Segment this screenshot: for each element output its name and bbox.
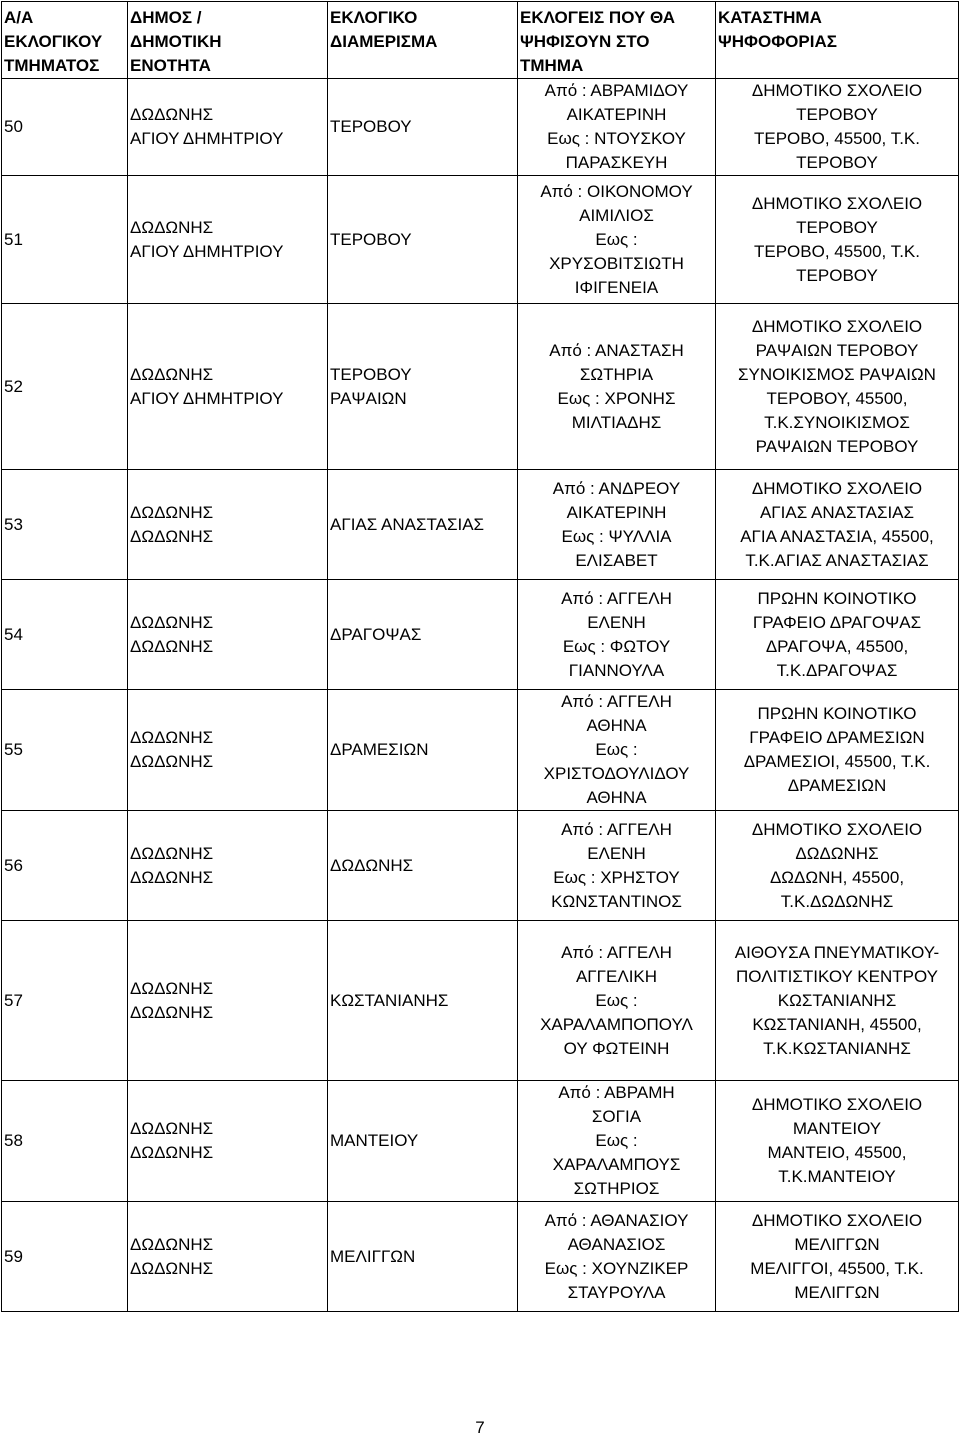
table-row xyxy=(2,690,959,811)
electoral-district-line: ΚΩΣΤΑΝΙΑΝΗΣ xyxy=(330,990,449,1010)
polling-station xyxy=(716,304,959,470)
section-number xyxy=(2,470,128,580)
voter-range-line: ΑΙΚΑΤΕΡΙΝΗ xyxy=(566,105,667,124)
voter-range-line: ΑΓΓΕΛΙΚΗ xyxy=(575,966,658,986)
electoral-district xyxy=(328,470,518,580)
voter-range-line: ΧΡΥΣΟΒΙΤΣΙΩΤΗ xyxy=(549,253,684,273)
voter-range-line: Από : ΑΘΑΝΑΣΙΟΥ xyxy=(544,1210,689,1230)
polling-station xyxy=(716,921,959,1081)
page-number: 7 xyxy=(475,1418,485,1437)
polling-station xyxy=(716,176,959,304)
polling-station-line: ΔΗΜΟΤΙΚΟ ΣΧΟΛΕΙΟ xyxy=(751,1095,923,1114)
polling-station-line: ΤΕΡΟΒΟ, 45500, Τ.Κ. xyxy=(753,241,920,261)
polling-station-line: ΠΟΛΙΤΙΣΤΙΚΟΥ ΚΕΝΤΡΟΥ xyxy=(736,966,938,986)
polling-station xyxy=(716,1081,959,1202)
table-body xyxy=(2,79,959,1312)
electoral-district xyxy=(328,79,518,176)
municipal-unit-line: ΑΓΙΟΥ ΔΗΜΗΤΡΙΟΥ xyxy=(130,388,284,408)
voter-range-line: ΕΛΙΣΑΒΕΤ xyxy=(575,550,658,570)
voter-range-line: Εως : ΦΩΤΟΥ xyxy=(562,636,671,656)
polling-station-line: ΤΕΡΟΒΟΥ, 45500, xyxy=(766,388,908,408)
voter-range-line: Από : ΑΓΓΕΛΗ xyxy=(561,819,672,839)
header-num: Α/Α ΕΚΛΟΓΙΚΟΥ ΤΜΗΜΑΤΟΣ xyxy=(2,2,128,79)
voter-range-line: ΑΘΑΝΑΣΙΟΣ xyxy=(567,1234,666,1254)
voter-range-line: Από : ΑΓΓΕΛΗ xyxy=(561,942,672,962)
polling-station-line: ΤΕΡΟΒΟΥ xyxy=(796,105,878,124)
polling-station-line: ΤΕΡΟΒΟΥ xyxy=(796,153,878,172)
electoral-district-line: ΔΡΑΜΕΣΙΩΝ xyxy=(330,740,429,759)
electoral-district xyxy=(328,176,518,304)
voter-range-line: Από : ΟΙΚΟΝΟΜΟΥ xyxy=(540,181,693,201)
municipal-unit xyxy=(128,79,328,176)
section-number xyxy=(2,580,128,690)
polling-station xyxy=(716,580,959,690)
polling-station-line: ΔΗΜΟΤΙΚΟ ΣΧΟΛΕΙΟ xyxy=(751,81,923,100)
polling-station-line: ΡΑΨΑΙΩΝ ΤΕΡΟΒΟΥ xyxy=(755,340,919,360)
voter-range-line: Εως : ΧΡΗΣΤΟΥ xyxy=(553,867,680,887)
polling-station-line: ΜΕΛΙΓΓΩΝ xyxy=(794,1234,880,1254)
polling-station xyxy=(716,811,959,921)
section-number xyxy=(2,79,128,176)
section-number-line: 50 xyxy=(4,117,23,136)
table-row xyxy=(2,470,959,580)
voter-range xyxy=(518,1081,716,1202)
municipal-unit-line: ΔΩΔΩΝΗΣ xyxy=(130,526,214,546)
electoral-district xyxy=(328,811,518,921)
municipal-unit-line: ΔΩΔΩΝΗΣ xyxy=(130,612,214,632)
polling-station xyxy=(716,1202,959,1312)
polling-station-line: ΡΑΨΑΙΩΝ ΤΕΡΟΒΟΥ xyxy=(755,436,919,456)
polling-station-line: Τ.Κ.ΣΥΝΟΙΚΙΣΜΟΣ xyxy=(764,412,910,432)
municipal-unit-line: ΔΩΔΩΝΗΣ xyxy=(130,1258,214,1278)
municipal-unit xyxy=(128,1081,328,1202)
section-number-line: 55 xyxy=(4,740,23,759)
section-number-line: 56 xyxy=(4,855,23,875)
polling-station-line: ΜΑΝΤΕΙΟΥ xyxy=(792,1119,882,1138)
section-number xyxy=(2,690,128,811)
voter-range-line: ΧΡΙΣΤΟΔΟΥΛΙΔΟΥ xyxy=(543,764,690,783)
polling-station-line: ΚΩΣΤΑΝΙΑΝΗΣ xyxy=(777,990,897,1010)
polling-station-line: ΣΥΝΟΙΚΙΣΜΟΣ ΡΑΨΑΙΩΝ xyxy=(738,364,936,384)
voter-range-line: Από : ΑΓΓΕΛΗ xyxy=(561,692,672,711)
table-row xyxy=(2,304,959,470)
polling-station-line: ΔΡΑΜΕΣΙΩΝ xyxy=(787,776,887,795)
polling-station-line: Τ.Κ.ΚΩΣΤΑΝΙΑΝΗΣ xyxy=(763,1038,911,1058)
municipal-unit xyxy=(128,176,328,304)
polling-station-line: ΓΡΑΦΕΙΟ ΔΡΑΜΕΣΙΩΝ xyxy=(749,728,925,747)
table-row xyxy=(2,1081,959,1202)
section-number xyxy=(2,304,128,470)
polling-station-line: ΚΩΣΤΑΝΙΑΝΗ, 45500, xyxy=(752,1014,922,1034)
municipal-unit xyxy=(128,1202,328,1312)
section-number-line: 58 xyxy=(4,1131,23,1150)
voter-range xyxy=(518,304,716,470)
voter-range-line: Από : ΑΝΑΣΤΑΣΗ xyxy=(549,340,684,360)
municipal-unit-line: ΔΩΔΩΝΗΣ xyxy=(130,843,214,863)
voter-range-line: Εως : xyxy=(595,990,638,1010)
header-row xyxy=(2,2,959,79)
polling-station-line: ΜΕΛΙΓΓΩΝ xyxy=(794,1282,880,1302)
municipal-unit xyxy=(128,304,328,470)
polling-station-line: ΔΗΜΟΤΙΚΟ ΣΧΟΛΕΙΟ xyxy=(751,1210,923,1230)
municipal-unit xyxy=(128,921,328,1081)
section-number xyxy=(2,176,128,304)
section-number-line: 51 xyxy=(4,229,23,249)
polling-station-line: ΤΕΡΟΒΟ, 45500, Τ.Κ. xyxy=(753,129,920,148)
voter-range-line: Εως : ΧΟΥΝΖΙΚΕΡ xyxy=(544,1258,689,1278)
municipal-unit xyxy=(128,580,328,690)
electoral-district xyxy=(328,921,518,1081)
voter-range-line: ΑΘΗΝΑ xyxy=(586,788,647,807)
polling-station-line: ΑΓΙΑ ΑΝΑΣΤΑΣΙΑ, 45500, xyxy=(740,526,934,546)
polling-station-line: ΔΗΜΟΤΙΚΟ ΣΧΟΛΕΙΟ xyxy=(751,193,923,213)
voter-range-line: Από : ΑΒΡΑΜΗ xyxy=(558,1083,675,1102)
section-number xyxy=(2,1202,128,1312)
electoral-district xyxy=(328,580,518,690)
municipal-unit-line: ΔΩΔΩΝΗΣ xyxy=(130,867,214,887)
municipal-unit-line: ΔΩΔΩΝΗΣ xyxy=(130,502,214,522)
voter-range-line: ΕΛΕΝΗ xyxy=(587,843,646,863)
polling-station-line: ΔΩΔΩΝΗ, 45500, xyxy=(769,867,905,887)
polling-station-line: ΤΕΡΟΒΟΥ xyxy=(796,217,878,237)
municipal-unit-line: ΔΩΔΩΝΗΣ xyxy=(130,978,214,998)
voter-range xyxy=(518,79,716,176)
voter-range-line: ΑΙΚΑΤΕΡΙΝΗ xyxy=(566,502,667,522)
voter-range xyxy=(518,176,716,304)
voter-range-line: Από : ΑΒΡΑΜΙΔΟΥ xyxy=(544,81,689,100)
polling-station-line: ΔΡΑΓΟΨΑ, 45500, xyxy=(765,636,909,656)
voter-range-line: ΜΙΛΤΙΑΔΗΣ xyxy=(571,412,662,432)
voter-range-line: ΠΑΡΑΣΚΕΥΗ xyxy=(565,153,668,172)
municipal-unit-line: ΔΩΔΩΝΗΣ xyxy=(130,364,214,384)
electoral-district-line: ΑΓΙΑΣ ΑΝΑΣΤΑΣΙΑΣ xyxy=(330,514,485,534)
table-row xyxy=(2,79,959,176)
polling-station-line: ΔΗΜΟΤΙΚΟ ΣΧΟΛΕΙΟ xyxy=(751,316,923,336)
voter-range-line: ΓΙΑΝΝΟΥΛΑ xyxy=(568,660,665,680)
voter-range-line: Εως : xyxy=(595,1131,638,1150)
polling-station-line: ΜΕΛΙΓΓΟΙ, 45500, Τ.Κ. xyxy=(750,1258,924,1278)
section-number-line: 53 xyxy=(4,514,23,534)
voter-range-line: ΑΘΗΝΑ xyxy=(586,716,647,735)
polling-station-line: ΜΑΝΤΕΙΟ, 45500, xyxy=(767,1143,907,1162)
header-range: ΕΚΛΟΓΕΙΣ ΠΟΥ ΘΑ ΨΗΦΙΣΟΥΝ ΣΤΟ ΤΜΗΜΑ xyxy=(518,2,716,79)
polling-station-line: ΔΗΜΟΤΙΚΟ ΣΧΟΛΕΙΟ xyxy=(751,819,923,839)
municipal-unit-line: ΔΩΔΩΝΗΣ xyxy=(130,105,214,124)
municipal-unit-line: ΔΩΔΩΝΗΣ xyxy=(130,1143,214,1162)
municipal-unit-line: ΔΩΔΩΝΗΣ xyxy=(130,636,214,656)
polling-station-line: ΠΡΩΗΝ ΚΟΙΝΟΤΙΚΟ xyxy=(757,588,917,608)
voter-range-line: ΣΤΑΥΡΟΥΛΑ xyxy=(567,1282,666,1302)
municipal-unit-line: ΔΩΔΩΝΗΣ xyxy=(130,217,214,237)
voter-range-line: Εως : ΝΤΟΥΣΚΟΥ xyxy=(547,129,686,148)
municipal-unit-line: ΑΓΙΟΥ ΔΗΜΗΤΡΙΟΥ xyxy=(130,241,284,261)
polling-station-line: ΠΡΩΗΝ ΚΟΙΝΟΤΙΚΟ xyxy=(757,704,917,723)
voter-range-line: ΙΦΙΓΕΝΕΙΑ xyxy=(574,277,659,297)
polling-station-line: ΔΡΑΜΕΣΙΟΙ, 45500, Τ.Κ. xyxy=(743,752,931,771)
electoral-district xyxy=(328,1202,518,1312)
table-row xyxy=(2,921,959,1081)
voter-range-line: ΑΙΜΙΛΙΟΣ xyxy=(579,205,654,225)
electoral-district xyxy=(328,690,518,811)
polling-station-line: Τ.Κ.ΔΩΔΩΝΗΣ xyxy=(780,891,894,911)
section-number xyxy=(2,921,128,1081)
voter-range-line: ΕΛΕΝΗ xyxy=(587,612,646,632)
electoral-district xyxy=(328,1081,518,1202)
voter-range xyxy=(518,811,716,921)
voter-range xyxy=(518,580,716,690)
electoral-district-line: ΤΕΡΟΒΟΥ xyxy=(330,229,412,249)
section-number-line: 54 xyxy=(4,624,23,644)
electoral-district-line: ΔΡΑΓΟΨΑΣ xyxy=(330,624,422,644)
electoral-district-line: ΤΕΡΟΒΟΥ xyxy=(330,364,412,384)
polling-station-line: ΤΕΡΟΒΟΥ xyxy=(796,265,878,285)
section-number xyxy=(2,1081,128,1202)
electoral-district xyxy=(328,304,518,470)
polling-station-line: Τ.Κ.ΜΑΝΤΕΙΟΥ xyxy=(778,1167,896,1186)
voter-range-line: ΧΑΡΑΛΑΜΠΟΠΟΥΛ xyxy=(540,1014,693,1034)
municipal-unit-line: ΔΩΔΩΝΗΣ xyxy=(130,1234,214,1254)
table-row xyxy=(2,176,959,304)
polling-stations-table xyxy=(1,1,959,1312)
voter-range-line: Από : ΑΓΓΕΛΗ xyxy=(561,588,672,608)
electoral-district-line: ΤΕΡΟΒΟΥ xyxy=(330,117,412,136)
electoral-district-line: ΜΕΛΙΓΓΩΝ xyxy=(330,1246,416,1266)
municipal-unit-line: ΑΓΙΟΥ ΔΗΜΗΤΡΙΟΥ xyxy=(130,129,284,148)
voter-range xyxy=(518,921,716,1081)
polling-station-line: ΑΙΘΟΥΣΑ ΠΝΕΥΜΑΤΙΚΟΥ- xyxy=(734,942,940,962)
polling-station xyxy=(716,470,959,580)
polling-station-line: Τ.Κ.ΑΓΙΑΣ ΑΝΑΣΤΑΣΙΑΣ xyxy=(745,550,929,570)
polling-station xyxy=(716,79,959,176)
voter-range xyxy=(518,470,716,580)
voter-range-line: Εως : ΨΥΛΛΙΑ xyxy=(561,526,672,546)
section-number-line: 52 xyxy=(4,376,23,396)
voter-range-line: Εως : ΧΡΟΝΗΣ xyxy=(557,388,676,408)
polling-station-line: ΑΓΙΑΣ ΑΝΑΣΤΑΣΙΑΣ xyxy=(759,502,915,522)
municipal-unit xyxy=(128,811,328,921)
voter-range-line: ΧΑΡΑΛΑΜΠΟΥΣ xyxy=(552,1155,681,1174)
voter-range-line: Εως : xyxy=(595,229,638,249)
table-row xyxy=(2,580,959,690)
municipal-unit-line: ΔΩΔΩΝΗΣ xyxy=(130,1002,214,1022)
municipal-unit xyxy=(128,690,328,811)
electoral-district-line: ΜΑΝΤΕΙΟΥ xyxy=(330,1131,419,1150)
table-row xyxy=(2,811,959,921)
voter-range-line: Από : ΑΝΔΡΕΟΥ xyxy=(552,478,681,498)
voter-range-line: ΟΥ ΦΩΤΕΙΝΗ xyxy=(563,1038,670,1058)
municipal-unit-line: ΔΩΔΩΝΗΣ xyxy=(130,728,214,747)
polling-station-line: ΓΡΑΦΕΙΟ ΔΡΑΓΟΨΑΣ xyxy=(752,612,922,632)
voter-range-line: Εως : xyxy=(595,740,638,759)
voter-range xyxy=(518,1202,716,1312)
section-number-line: 59 xyxy=(4,1246,23,1266)
polling-station-line: ΔΗΜΟΤΙΚΟ ΣΧΟΛΕΙΟ xyxy=(751,478,923,498)
section-number xyxy=(2,811,128,921)
municipal-unit-line: ΔΩΔΩΝΗΣ xyxy=(130,752,214,771)
polling-station-line: Τ.Κ.ΔΡΑΓΟΨΑΣ xyxy=(776,660,898,680)
voter-range xyxy=(518,690,716,811)
municipal-unit-line: ΔΩΔΩΝΗΣ xyxy=(130,1119,214,1138)
header-dept: ΕΚΛΟΓΙΚΟ ΔΙΑΜΕΡΙΣΜΑ xyxy=(328,2,518,79)
polling-station-line: ΔΩΔΩΝΗΣ xyxy=(795,843,879,863)
polling-station xyxy=(716,690,959,811)
voter-range-line: ΚΩΝΣΤΑΝΤΙΝΟΣ xyxy=(551,891,682,911)
electoral-district-line: ΡΑΨΑΙΩΝ xyxy=(330,388,407,408)
voter-range-line: ΣΩΤΗΡΙΟΣ xyxy=(573,1179,660,1198)
section-number-line: 57 xyxy=(4,990,23,1010)
table-row xyxy=(2,1202,959,1312)
municipal-unit xyxy=(128,470,328,580)
electoral-district-line: ΔΩΔΩΝΗΣ xyxy=(330,855,414,875)
voter-range-line: ΣΩΤΗΡΙΑ xyxy=(579,364,654,384)
header-unit: ΔΗΜΟΣ / ΔΗΜΟΤΙΚΗ ΕΝΟΤΗΤΑ xyxy=(128,2,328,79)
voter-range-line: ΣΟΓΙΑ xyxy=(591,1107,642,1126)
header-store: ΚΑΤΑΣΤΗΜΑ ΨΗΦΟΦΟΡΙΑΣ xyxy=(716,2,959,79)
